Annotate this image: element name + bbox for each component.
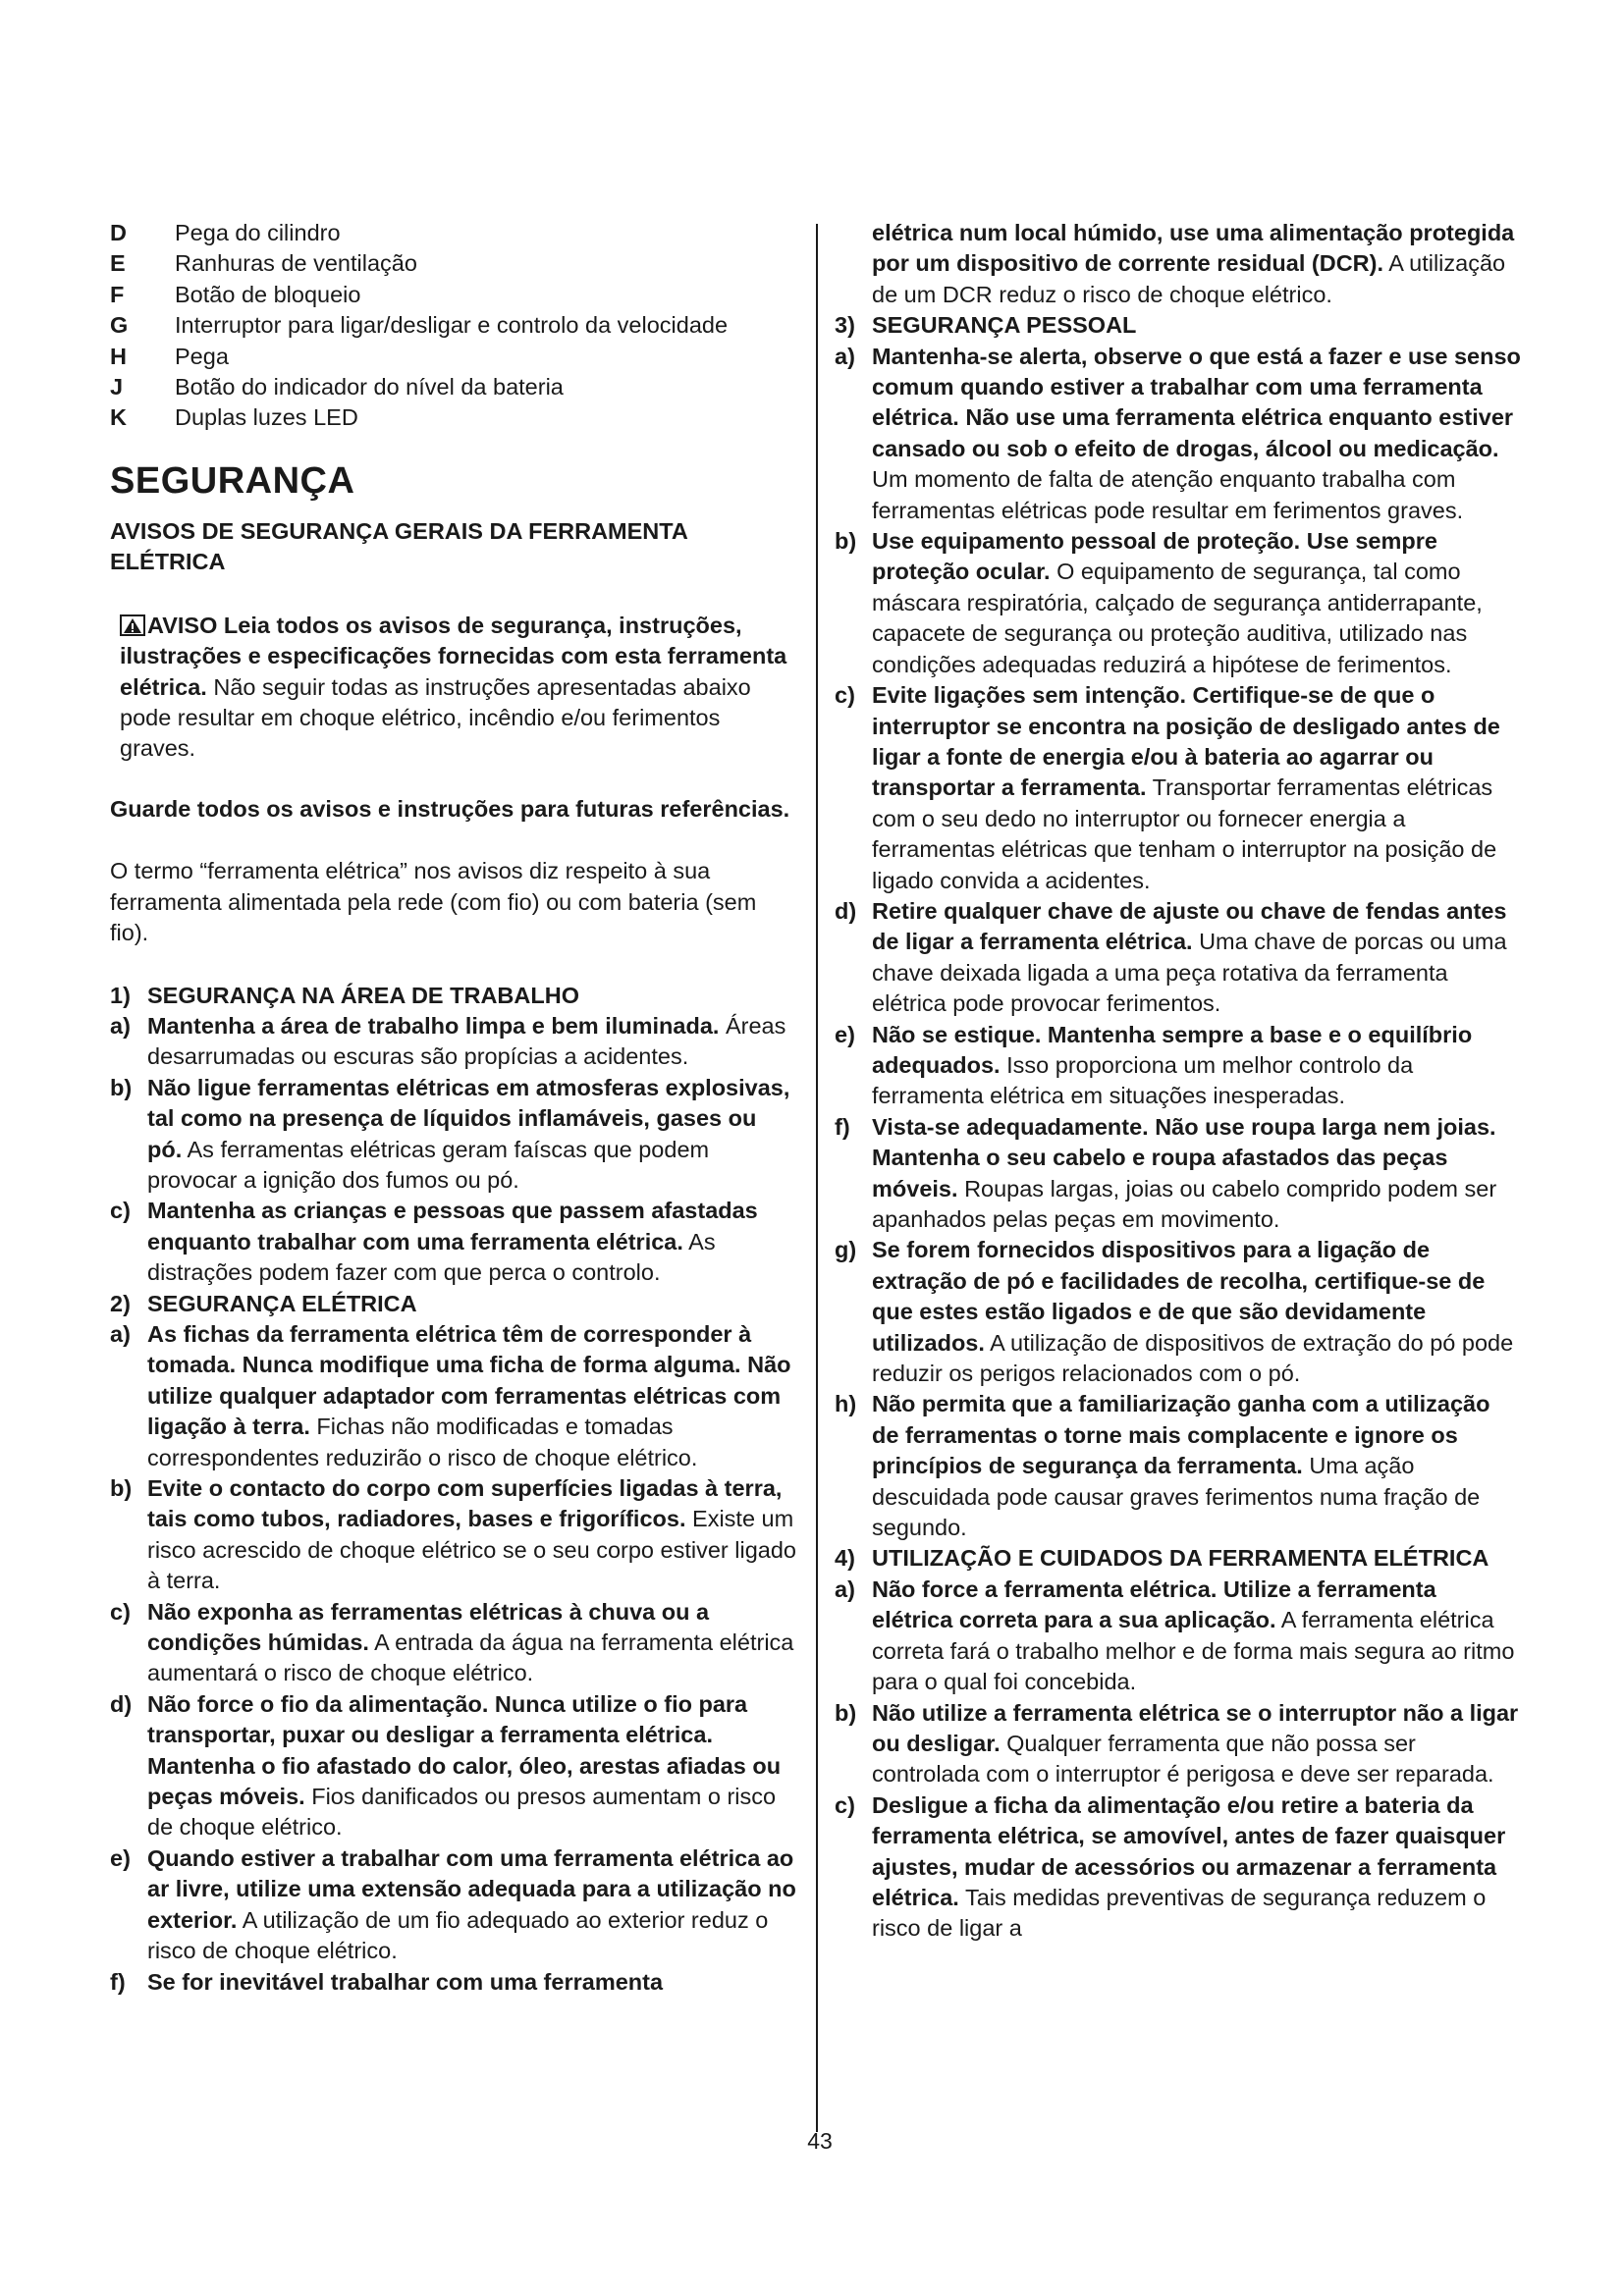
left-column [110, 218, 797, 1998]
item-letter: b) [835, 528, 857, 555]
section-heading-4 [835, 1543, 1522, 1574]
item-text [872, 1235, 1522, 1389]
item-bold: Se forem fornecidos dispositivos para a ligação de extração de pó e facilidades de recolha, certifique-se de que estes estão ligados e de que são devidamente utilizados. [872, 1237, 1486, 1356]
list-item [835, 526, 1522, 680]
item-bold: Não permita que a familiarização ganha com a utilização de ferramentas o torne mais complacente e ignore os princípios de segurança da ferramenta. [872, 1391, 1490, 1479]
item-bold: As fichas da ferramenta elétrica têm de corresponder à tomada. Nunca modifique uma ficha de forma alguma. Não utilize qualquer adaptador com ferramentas elétricas com ligação à terra. [147, 1320, 791, 1440]
item-plain: Um momento de falta de atenção enquanto trabalha com ferramentas elétricas pode resultar em ferimentos graves. [872, 466, 1464, 523]
section-number: 2) [110, 1290, 131, 1316]
item-plain: Isso proporciona um melhor controlo da ferramenta elétrica em situações inesperadas. [872, 1051, 1414, 1109]
legend-row [110, 218, 797, 248]
item-text [872, 1112, 1522, 1236]
item-letter: f) [110, 1968, 126, 1995]
list-item [835, 1575, 1522, 1698]
item-bold: Mantenha a área de trabalho limpa e bem iluminada. [147, 1012, 720, 1039]
item-plain: Áreas desarrumadas ou escuras são propícias a acidentes. [147, 1012, 786, 1070]
item-letter: e) [835, 1021, 855, 1047]
warning-triangle-icon [120, 614, 145, 636]
item-letter: f) [835, 1113, 850, 1140]
legend-letter: K [110, 404, 127, 431]
item-letter: d) [110, 1690, 133, 1717]
section-subtitle: AVISOS DE SEGURANÇA GERAIS DA FERRAMENTA ELÉTRICA [110, 517, 687, 574]
item-bold: Retire qualquer chave de ajuste ou chave de fendas antes de ligar a ferramenta elétrica. [872, 897, 1507, 955]
item-plain: A entrada da água na ferramenta elétrica aumentará o risco de choque elétrico. [147, 1629, 794, 1686]
list-item [835, 1112, 1522, 1236]
legend-row [110, 280, 797, 310]
item-letter: c) [835, 1791, 855, 1818]
item-text [147, 1967, 797, 1998]
item-bold: Não force o fio da alimentação. Nunca utilize o fio para transportar, puxar ou desligar a ferramenta elétrica. Mantenha o fio afastado do calor, óleo, arestas afiadas ou peças móveis. [147, 1690, 782, 1810]
item-text [872, 1389, 1522, 1543]
legend-letter: H [110, 343, 127, 369]
item-letter: a) [835, 343, 855, 369]
warning-text: Não seguir todas as instruções apresentadas abaixo pode resultar em choque elétrico, incêndio e/ou ferimentos graves. [120, 673, 751, 762]
item-text [872, 1575, 1522, 1698]
item-plain: A utilização de um fio adequado ao exterior reduz o risco de choque elétrico. [147, 1906, 769, 1964]
legend-letter: J [110, 374, 124, 400]
item-bold: Mantenha as crianças e pessoas que passem afastadas enquanto trabalhar com uma ferramenta elétrica. [147, 1198, 758, 1255]
legend-letter: D [110, 220, 127, 245]
legend-row [110, 402, 797, 433]
legend-letter: F [110, 281, 125, 307]
section-heading: SEGURANÇA NA ÁREA DE TRABALHO [147, 982, 579, 1008]
list-item [110, 1319, 797, 1473]
item-letter: a) [110, 1320, 131, 1347]
item-bold: Vista-se adequadamente. Não use roupa larga nem joias. Mantenha o seu cabelo e roupa afastados das peças móveis. [872, 1113, 1496, 1201]
section-number: 3) [835, 312, 855, 339]
item-text [872, 342, 1522, 526]
item-bold: Mantenha-se alerta, observe o que está a fazer e use senso comum quando estiver a trabalhar com uma ferramenta elétrica. Não use uma ferramenta elétrica enquanto estiver cansado ou sob o efeito de drogas, álcool ou medicação. [872, 343, 1521, 461]
item-letter: c) [110, 1198, 131, 1224]
item-plain: Qualquer ferramenta que não possa ser controlada com o interruptor é perigosa e deve ser reparada. [872, 1730, 1494, 1788]
item-bold: Não force a ferramenta elétrica. Utilize a ferramenta elétrica correta para a sua aplicação. [872, 1575, 1436, 1633]
keep-instructions: Guarde todos os avisos e instruções para futuras referências. [110, 795, 790, 822]
legend-letter: G [110, 312, 129, 339]
item-letter: a) [110, 1012, 131, 1039]
item-bold: elétrica num local húmido, use uma alimentação protegida por um dispositivo de corrente residual (DCR). [872, 220, 1515, 277]
item-text [147, 1689, 797, 1843]
section-number: 1) [110, 982, 131, 1008]
legend-text: Duplas luzes LED [175, 404, 358, 431]
item-text [872, 1698, 1522, 1790]
legend-text: Botão de bloqueio [175, 281, 361, 307]
list-item [835, 1698, 1522, 1790]
item-plain: As distrações podem fazer com que perca o controlo. [147, 1228, 716, 1286]
parts-legend [110, 218, 797, 434]
item-bold: Evite o contacto do corpo com superfícies ligadas à terra, tais como tubos, radiadores, bases e frigoríficos. [147, 1475, 783, 1532]
warning-bold: AVISO Leia todos os avisos de segurança, instruções, ilustrações e especificações fornecidas com esta ferramenta elétrica. [120, 612, 787, 700]
list-item-continued [835, 218, 1522, 310]
list-item [835, 1020, 1522, 1112]
item-letter: a) [835, 1575, 855, 1602]
item-text [872, 680, 1522, 896]
item-plain: Transportar ferramentas elétricas com o seu dedo no interruptor ou fornecer energia a ferramentas elétricas que tenham o interruptor na posição de ligado convida a acidentes. [872, 774, 1497, 893]
list-item [835, 1389, 1522, 1543]
list-item [110, 1073, 797, 1197]
item-letter: b) [110, 1074, 133, 1100]
item-letter: b) [835, 1699, 857, 1726]
item-text [147, 1597, 797, 1689]
item-plain: Fios danificados ou presos aumentam o risco de choque elétrico. [147, 1784, 777, 1841]
term-definition: O termo “ferramenta elétrica” nos avisos diz respeito à sua ferramenta alimentada pela rede (com fio) ou com bateria (sem fio). [110, 858, 757, 946]
section-heading-1 [110, 981, 797, 1011]
item-bold: Quando estiver a trabalhar com uma ferramenta elétrica ao ar livre, utilize uma extensão adequada para a utilização no exterior. [147, 1844, 796, 1933]
item-letter: e) [110, 1844, 131, 1871]
legend-text: Ranhuras de ventilação [175, 250, 417, 277]
item-letter: b) [110, 1475, 133, 1501]
item-plain: A ferramenta elétrica correta fará o trabalho melhor e de forma mais segura ao ritmo para o qual foi concebida. [872, 1607, 1515, 1695]
item-letter: g) [835, 1237, 857, 1263]
list-item [110, 1689, 797, 1843]
item-plain: Roupas largas, joias ou cabelo comprido podem ser apanhados pelas peças em movimento. [872, 1175, 1497, 1232]
item-text [147, 1011, 797, 1073]
list-item [110, 1843, 797, 1967]
legend-row [110, 342, 797, 372]
legend-row [110, 372, 797, 402]
item-text [872, 896, 1522, 1020]
legend-text: Pega do cilindro [175, 220, 341, 245]
list-item [110, 1967, 797, 1998]
item-plain: Tais medidas preventivas de segurança reduzem o risco de ligar a [872, 1884, 1487, 1942]
legend-letter: E [110, 250, 126, 277]
item-plain: Uma chave de porcas ou uma chave deixada ligada a uma peça rotativa da ferramenta elétrica pode provocar ferimentos. [872, 929, 1507, 1017]
list-item [110, 1473, 797, 1597]
item-text [147, 1473, 797, 1597]
legend-text: Pega [175, 343, 229, 369]
list-item [835, 1235, 1522, 1389]
item-text [872, 526, 1522, 680]
item-text [872, 1790, 1522, 1945]
item-bold: Desligue a ficha da alimentação e/ou retire a bateria da ferramenta elétrica, se amovível, antes de fazer quaisquer ajustes, mudar de acessórios ou armazenar a ferramenta elétrica. [872, 1791, 1506, 1910]
item-plain: A utilização de um DCR reduz o risco de choque elétrico. [872, 250, 1506, 307]
item-bold: Evite ligações sem intenção. Certifique-se de que o interruptor se encontra na posição de desligado antes de ligar a fonte de energia e/ou à bateria ao agarrar ou transportar a ferramenta. [872, 682, 1500, 801]
item-plain: As ferramentas elétricas geram faíscas que podem provocar a ignição dos fumos ou pó. [147, 1136, 710, 1193]
list-item [835, 896, 1522, 1020]
item-text [147, 1196, 797, 1288]
page-number: 43 [807, 2128, 833, 2154]
item-bold: Use equipamento pessoal de proteção. Use sempre proteção ocular. [872, 528, 1437, 585]
item-text [147, 1843, 797, 1967]
item-plain: A utilização de dispositivos de extração do pó pode reduzir os perigos relacionados com o pó. [872, 1329, 1514, 1387]
list-item [110, 1597, 797, 1689]
section-heading: SEGURANÇA ELÉTRICA [147, 1290, 417, 1316]
right-column [835, 218, 1522, 1945]
item-text [147, 1073, 797, 1197]
warning-block [120, 611, 797, 765]
item-text [147, 1319, 797, 1473]
item-plain: Fichas não modificadas e tomadas correspondentes reduzirão o risco de choque elétrico. [147, 1414, 698, 1470]
list-item [110, 1011, 797, 1073]
section-number: 4) [835, 1545, 855, 1572]
item-bold: Não exponha as ferramentas elétricas à chuva ou a condições húmidas. [147, 1598, 710, 1656]
legend-row [110, 248, 797, 279]
item-bold: Se for inevitável trabalhar com uma ferramenta [147, 1968, 664, 1995]
item-letter: c) [110, 1598, 131, 1625]
item-plain: Uma ação descuidada pode causar graves ferimentos numa fração de segundo. [872, 1453, 1481, 1541]
section-heading-3 [835, 310, 1522, 341]
legend-text: Botão do indicador do nível da bateria [175, 374, 564, 400]
item-text [872, 1020, 1522, 1112]
list-item [835, 342, 1522, 526]
item-bold: Não se estique. Mantenha sempre a base e o equilíbrio adequados. [872, 1021, 1473, 1078]
item-letter: c) [835, 682, 855, 709]
legend-row [110, 310, 797, 341]
item-bold: Não ligue ferramentas elétricas em atmosferas explosivas, tal como na presença de líquidos inflamáveis, gases ou pó. [147, 1074, 790, 1162]
section-heading-2 [110, 1289, 797, 1319]
legend-text: Interruptor para ligar/desligar e controlo da velocidade [175, 312, 729, 339]
list-item [835, 680, 1522, 896]
item-plain: O equipamento de segurança, tal como máscara respiratória, calçado de segurança antiderrapante, capacete de segurança ou proteção auditiva, utilizado nas condições adequadas reduzirá a hipótese de ferimentos. [872, 559, 1483, 677]
section-title: SEGURANÇA [110, 459, 355, 502]
section-heading: UTILIZAÇÃO E CUIDADOS DA FERRAMENTA ELÉTRICA [872, 1545, 1489, 1572]
item-plain: Existe um risco acrescido de choque elétrico se o seu corpo estiver ligado à terra. [147, 1506, 796, 1594]
list-item [110, 1196, 797, 1288]
item-bold: Não utilize a ferramenta elétrica se o interruptor não a ligar ou desligar. [872, 1699, 1519, 1756]
item-letter: d) [835, 897, 857, 924]
column-divider [816, 224, 818, 2132]
section-heading: SEGURANÇA PESSOAL [872, 312, 1137, 339]
list-item [835, 1790, 1522, 1945]
item-letter: h) [835, 1391, 857, 1417]
